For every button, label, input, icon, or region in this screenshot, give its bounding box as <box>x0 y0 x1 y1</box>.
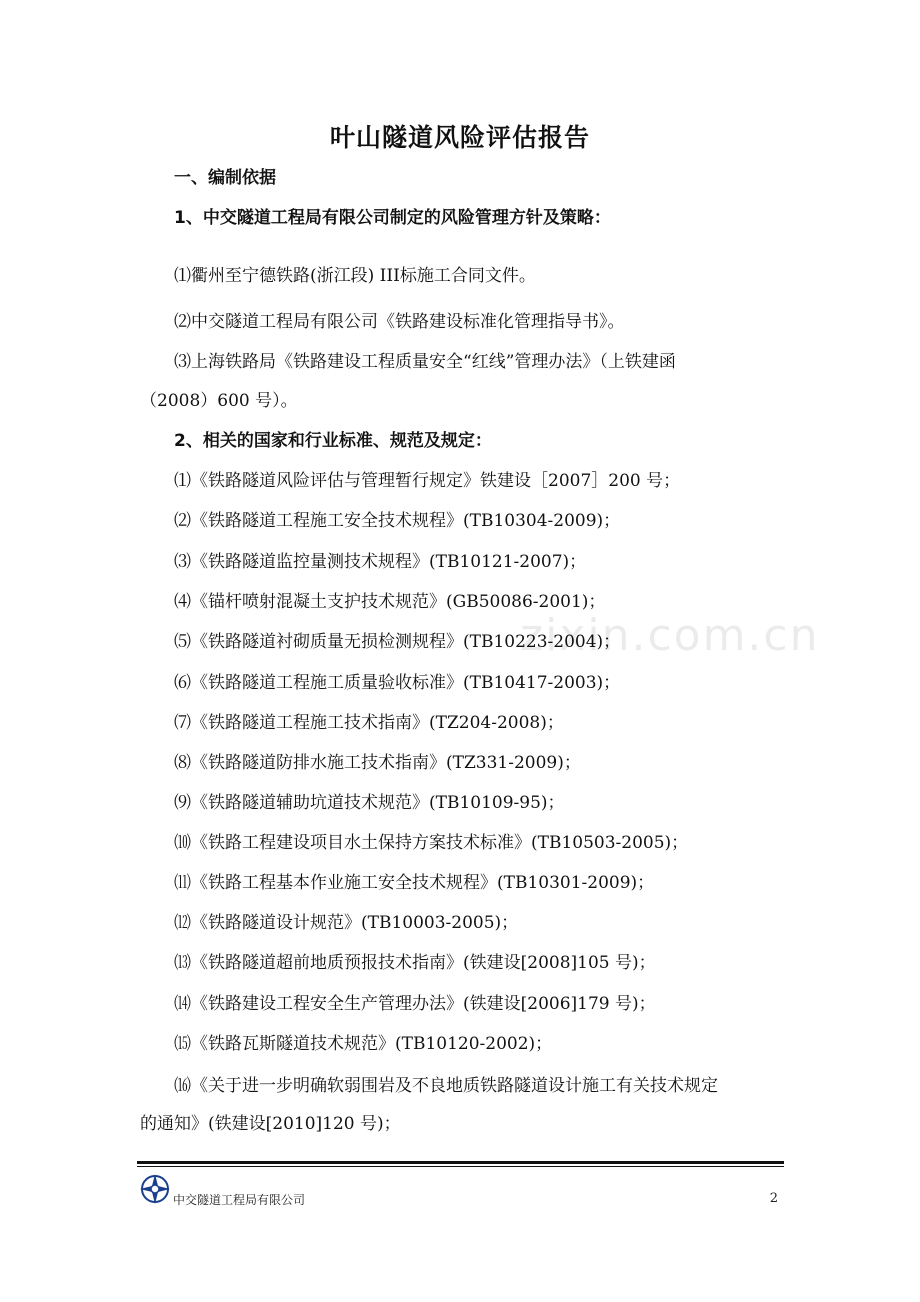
standard-item-14: ⒁《铁路建设工程安全生产管理办法》(铁建设[2006]179 号)； <box>174 994 656 1014</box>
footer-rule <box>137 1161 784 1164</box>
basis-item-3-continued: （2008）600 号）。 <box>140 391 298 411</box>
standard-item-6: ⑹《铁路隧道工程施工质量验收标准》(TB10417-2003)； <box>174 673 621 693</box>
standard-item-16-continued: 的通知》(铁建设[2010]120 号)； <box>140 1114 401 1134</box>
subsection-heading-standards: 2、相关的国家和行业标准、规范及规定： <box>174 431 492 451</box>
standard-item-16: ⒃《关于进一步明确软弱围岩及不良地质铁路隧道设计施工有关技术规定 <box>174 1076 718 1096</box>
footer-company-name: 中交隧道工程局有限公司 <box>173 1193 306 1207</box>
section-heading-basis: 一、编制依据 <box>174 168 276 188</box>
standard-item-4: ⑷《锚杆喷射混凝土支护技术规范》(GB50086-2001)； <box>174 592 606 612</box>
basis-item-2: ⑵中交隧道工程局有限公司《铁路建设标准化管理指导书》。 <box>174 312 625 332</box>
watermark: zixin.com.cn <box>520 610 820 661</box>
basis-item-3: ⑶上海铁路局《铁路建设工程质量安全“红线”管理办法》（上铁建函 <box>174 352 676 372</box>
document-title: 叶山隧道风险评估报告 <box>329 123 590 152</box>
standard-item-11: ⑾《铁路工程基本作业施工安全技术规程》(TB10301-2009)； <box>174 873 655 893</box>
standard-item-1: ⑴《铁路隧道风险评估与管理暂行规定》铁建设［2007］200 号； <box>174 471 681 491</box>
standard-item-2: ⑵《铁路隧道工程施工安全技术规程》(TB10304-2009)； <box>174 511 621 531</box>
standard-item-7: ⑺《铁路隧道工程施工技术指南》(TZ204-2008)； <box>174 713 564 733</box>
standard-item-9: ⑼《铁路隧道辅助坑道技术规范》(TB10109-95)； <box>174 793 565 813</box>
company-logo-icon <box>138 1172 172 1206</box>
subsection-heading-policy: 1、中交隧道工程局有限公司制定的风险管理方针及策略： <box>174 208 611 228</box>
basis-item-1: ⑴衢州至宁德铁路(浙江段) III标施工合同文件。 <box>174 266 536 286</box>
standard-item-8: ⑻《铁路隧道防排水施工技术指南》(TZ331-2009)； <box>174 753 581 773</box>
footer-rule-thin <box>137 1166 784 1167</box>
standard-item-5: ⑸《铁路隧道衬砌质量无损检测规程》(TB10223-2004)； <box>174 632 621 652</box>
standard-item-13: ⒀《铁路隧道超前地质预报技术指南》(铁建设[2008]105 号)； <box>174 953 656 973</box>
standard-item-10: ⑽《铁路工程建设项目水土保持方案技术标准》(TB10503-2005)； <box>174 833 689 853</box>
standard-item-12: ⑿《铁路隧道设计规范》(TB10003-2005)； <box>174 913 519 933</box>
page-number: 2 <box>769 1191 778 1206</box>
standard-item-3: ⑶《铁路隧道监控量测技术规程》(TB10121-2007)； <box>174 552 587 572</box>
standard-item-15: ⒂《铁路瓦斯隧道技术规范》(TB10120-2002)； <box>174 1034 553 1054</box>
